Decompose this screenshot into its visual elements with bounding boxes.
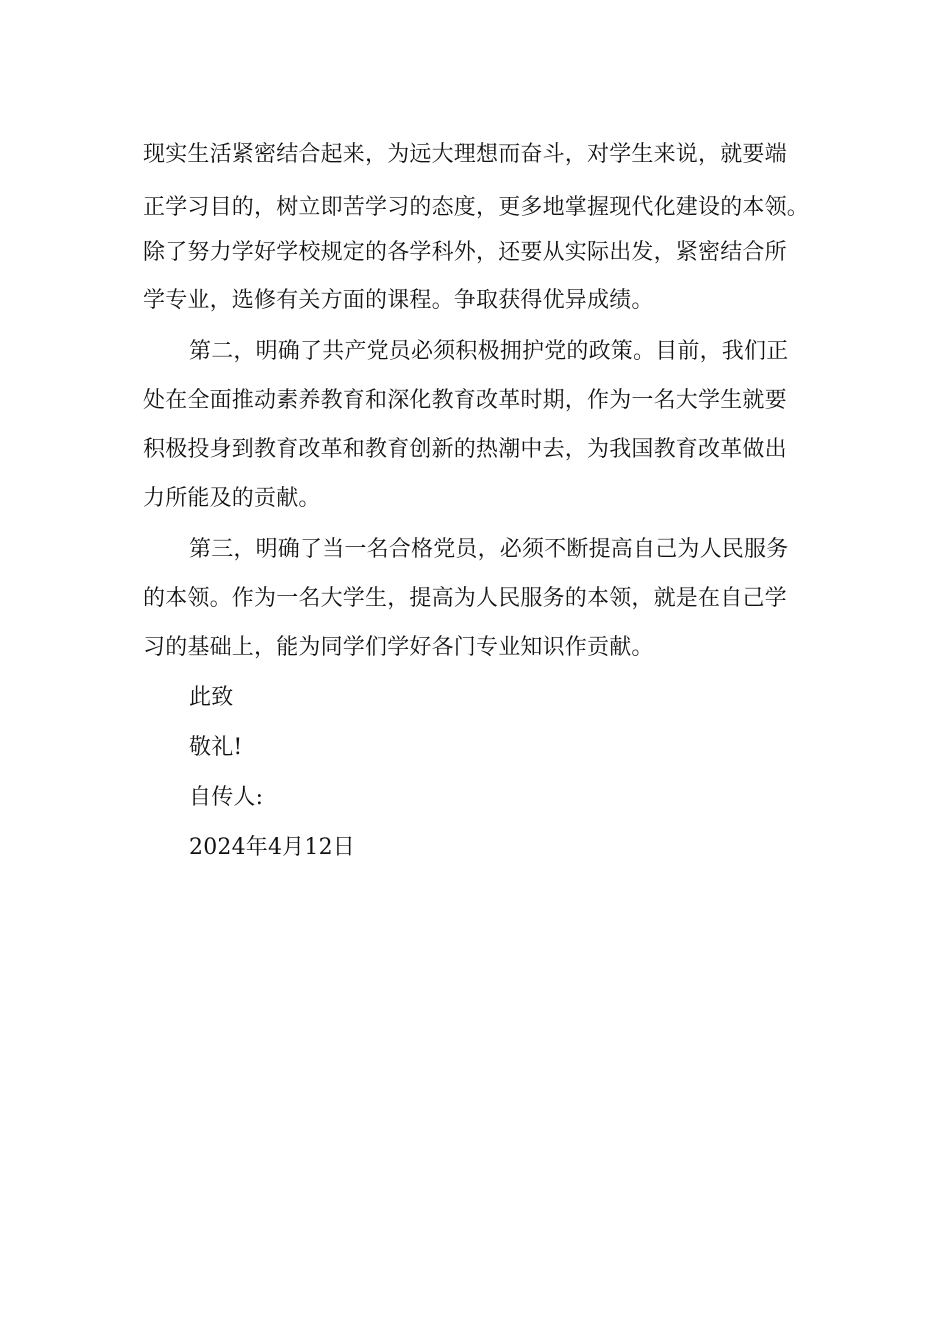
author-label: 自传人:: [189, 785, 264, 810]
paragraph-line: 力所能及的贡献。: [143, 486, 321, 511]
paragraph-line: 第二，明确了共产党员必须积极拥护党的政策。目前，我们正: [189, 339, 789, 364]
closing-regards: 敬礼!: [189, 735, 243, 760]
paragraph-line: 正学习目的，树立即苦学习的态度，更多地掌握现代化建设的本领。: [143, 195, 810, 220]
paragraph-line: 处在全面推动素养教育和深化教育改革时期，作为一名大学生就要: [143, 388, 787, 413]
paragraph-line: 的本领。作为一名大学生，提高为人民服务的本领，就是在自己学: [143, 586, 787, 611]
paragraph-line: 积极投身到教育改革和教育创新的热潮中去，为我国教育改革做出: [143, 437, 787, 462]
date-line: 2024年4月12日: [189, 835, 355, 860]
paragraph-line: 学专业，选修有关方面的课程。争取获得优异成绩。: [143, 288, 654, 313]
paragraph-line: 现实生活紧密结合起来，为远大理想而奋斗，对学生来说，就要端: [143, 142, 787, 167]
paragraph-line: 第三，明确了当一名合格党员，必须不断提高自己为人民服务: [189, 537, 789, 562]
paragraph-line: 习的基础上，能为同学们学好各门专业知识作贡献。: [143, 635, 654, 660]
closing-salutation: 此致: [189, 685, 234, 710]
paragraph-line: 除了努力学好学校规定的各学科外，还要从实际出发，紧密结合所: [143, 240, 787, 265]
